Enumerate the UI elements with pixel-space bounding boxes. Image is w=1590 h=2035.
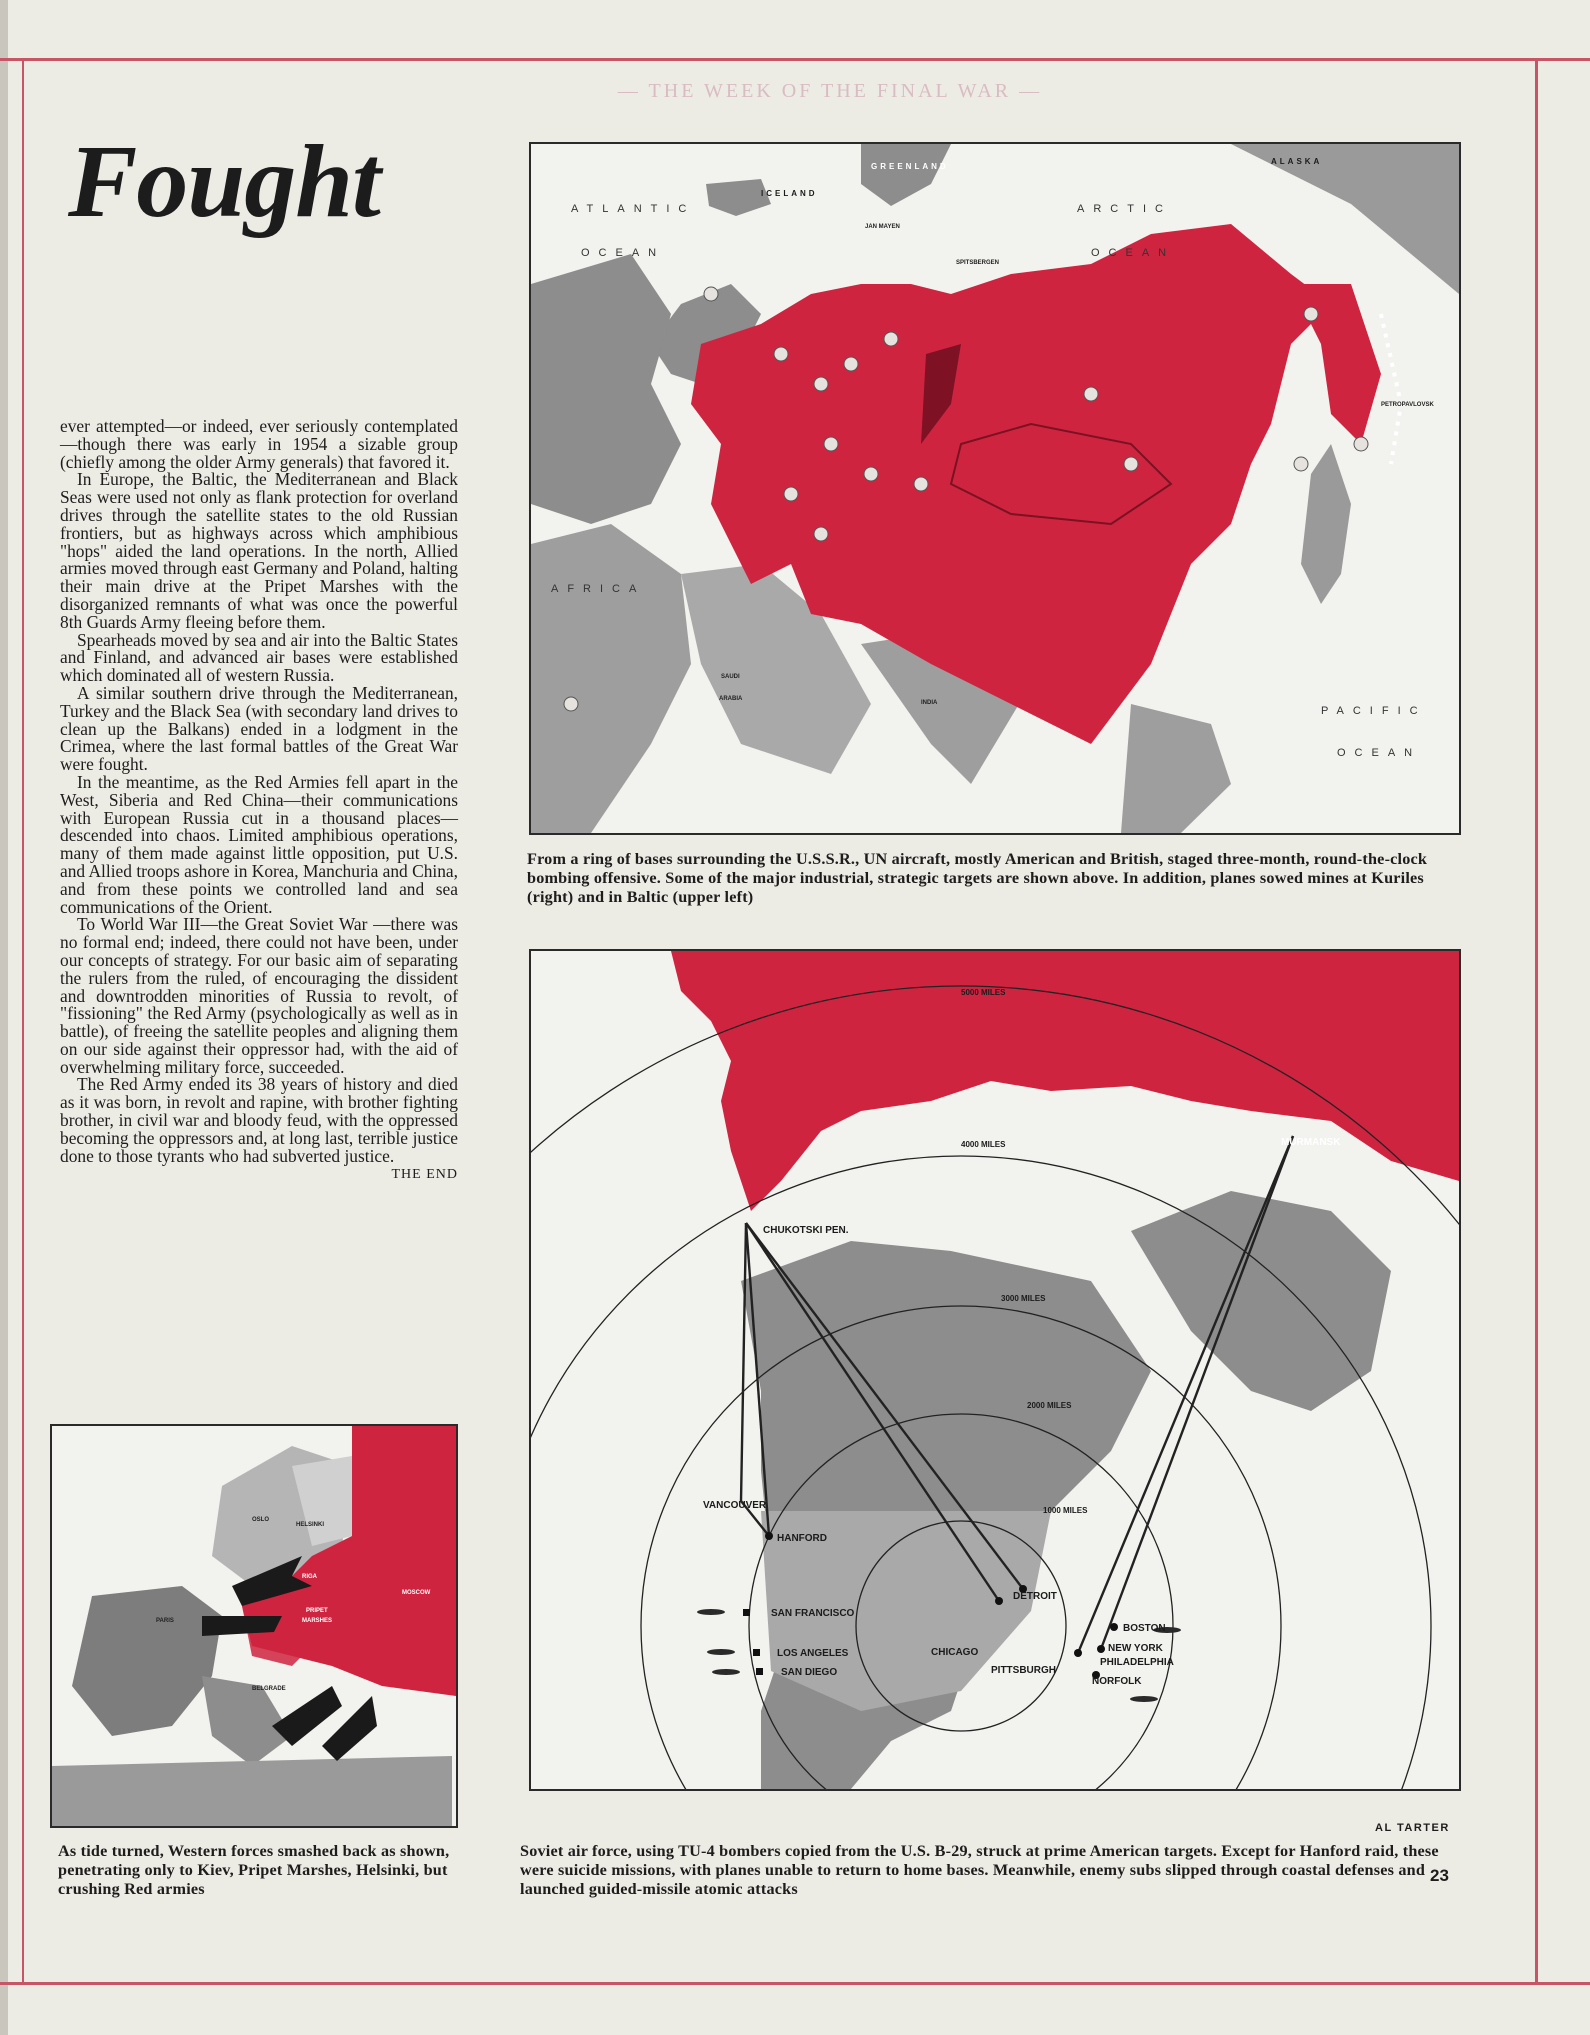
map-label-belgrade: BELGRADE <box>252 1686 286 1692</box>
map-label-africa: AFRICA <box>551 583 646 595</box>
map-label-petropavlovsk: PETROPAVLOVSK <box>1381 402 1434 408</box>
page-gutter <box>0 0 8 2035</box>
map-label-alaska: ALASKA <box>1271 157 1323 166</box>
submarine-icon <box>697 1609 725 1615</box>
target-marker <box>1124 457 1138 471</box>
target-marker <box>844 357 858 371</box>
map-credit: AL TARTER <box>1375 1822 1450 1834</box>
map-label-jan-mayen: JAN MAYEN <box>865 224 900 230</box>
target-marker <box>814 527 828 541</box>
city-dot <box>756 1668 763 1675</box>
map-label-helsinki: HELSINKI <box>296 1522 325 1528</box>
paragraph: Spearheads moved by sea and air into the Baltic States and Finland, and advanced air bases were established which dominated all of western Russia. <box>60 629 458 686</box>
right-border-rule <box>1535 58 1538 1985</box>
map-label-atlantic-ocean: OCEAN <box>581 247 666 259</box>
target-marker <box>914 477 928 491</box>
city-label-boston: BOSTON <box>1123 1623 1166 1634</box>
ussr-bombing-map <box>529 142 1461 835</box>
city-dot <box>753 1649 760 1656</box>
map-label-india: INDIA <box>921 700 938 706</box>
city-label-hanford: HANFORD <box>777 1533 827 1544</box>
city-dot <box>743 1609 750 1616</box>
map-label-oslo: OSLO <box>252 1517 270 1523</box>
paragraph-final-text: The Red Army ended its 38 years of history and died as it was born, in revolt and rapine, with brother fighting brother, in civil war and bloody feud, with the oppressed becoming the oppressors and, at long last, terrible justice done to those tyrants who had subverted justice. <box>60 1074 458 1166</box>
target-marker <box>784 487 798 501</box>
map-label-pacific-ocean: OCEAN <box>1337 747 1422 759</box>
article-title: Fought <box>68 124 380 239</box>
europe-map-caption: As tide turned, Western forces smashed back as shown, penetrating only to Kiev, Pripet Marshes, Helsinki, but crushing Red armies <box>58 1842 450 1898</box>
map-label-marshes: MARSHES <box>302 1618 333 1624</box>
map-label-arctic-ocean: OCEAN <box>1091 247 1176 259</box>
europe-counterattack-map <box>50 1424 458 1828</box>
north-africa-gray <box>52 1756 452 1826</box>
ring-label-3000: 3000 MILES <box>1001 1294 1046 1303</box>
city-label-new-york: NEW YORK <box>1108 1643 1163 1654</box>
submarine-icon <box>707 1649 735 1655</box>
paragraph: To World War III—the Great Soviet War —there was no formal end; indeed, there could not have been, under our concepts of strategy. For our basic aim of separating the rulers from the ruled, of encouraging the dissident and downtrodden minorities of Russia to revolt, of "fissioning" the Red Army (psychologically as well as in battle), of freeing the satellite peoples and aligning them on our side against their oppressor had, with the aid of overwhelming military force, succeeded. <box>60 914 458 1077</box>
ring-label-5000: 5000 MILES <box>961 988 1006 997</box>
target-marker <box>1304 307 1318 321</box>
the-end-mark: THE END <box>391 1167 458 1183</box>
target-marker <box>864 467 878 481</box>
map-label-arabia: ARABIA <box>719 696 743 702</box>
city-label-vancouver: VANCOUVER <box>703 1500 767 1511</box>
paragraph-final <box>60 1074 458 1183</box>
city-label-detroit: DETROIT <box>1013 1591 1057 1602</box>
city-label-san-diego: SAN DIEGO <box>781 1667 838 1678</box>
submarine-icon <box>712 1669 740 1675</box>
map-label-paris: PARIS <box>156 1618 174 1624</box>
paragraph: In Europe, the Baltic, the Mediterranean and Black Seas were used not only as flank protection for overland drives through the satellite states to the old Russian frontiers, but as highways across which amphibious "hops" aided the land operations. In the north, Allied armies moved through east Germany and Poland, halting their main drive at the Pripet Marshes with the disorganized remnants of what was once the powerful 8th Guards Army fleeing before them. <box>60 469 458 632</box>
city-label-murmansk: MURMANSK <box>1281 1137 1341 1148</box>
city-label-pittsburgh: PITTSBURGH <box>991 1665 1056 1676</box>
bottom-border-rule <box>0 1982 1590 1985</box>
target-marker <box>704 287 718 301</box>
map-label-pacific: PACIFIC <box>1321 705 1427 717</box>
map-label-riga: RIGA <box>302 1574 317 1580</box>
submarine-icon <box>1130 1696 1158 1702</box>
map-label-arctic: ARCTIC <box>1077 203 1172 215</box>
paragraph: A similar southern drive through the Mediterranean, Turkey and the Black Sea (with secondary land drives to clean up the Balkans) ended in a lodgment in the Crimea, where the last formal battles of the Great War were fought. <box>60 682 458 775</box>
map-label-pripet: PRIPET <box>306 1608 328 1614</box>
city-label-norfolk: NORFOLK <box>1092 1676 1142 1687</box>
city-label-chukotski: CHUKOTSKI PEN. <box>763 1225 849 1236</box>
city-dot <box>1097 1645 1105 1653</box>
target-marker <box>1084 387 1098 401</box>
paragraph: ever attempted—or indeed, ever seriously contemplated—though there was early in 1954 a sizable group (chiefly among the older Army generals) that favored it. <box>60 416 458 472</box>
ring-label-1000: 1000 MILES <box>1043 1506 1088 1515</box>
target-marker <box>1294 457 1308 471</box>
map-label-moscow: MOSCOW <box>402 1590 431 1596</box>
target-marker <box>1354 437 1368 451</box>
target-marker <box>824 437 838 451</box>
left-margin-rule <box>22 58 24 1985</box>
target-marker <box>814 377 828 391</box>
target-marker <box>774 347 788 361</box>
target-marker <box>564 697 578 711</box>
city-label-san-francisco: SAN FRANCISCO <box>771 1608 855 1619</box>
map-label-saudi: SAUDI <box>721 674 740 680</box>
article-body <box>60 418 458 1184</box>
map-label-iceland: ICELAND <box>761 189 818 198</box>
ussr-map-caption: From a ring of bases surrounding the U.S.S.R., UN aircraft, mostly American and British, staged three-month, round-the-clock bombing offensive. Some of the major industrial, strategic targets are shown above. In addition, planes sowed mines at Kuriles (right) and in Baltic (upper left) <box>527 850 1428 906</box>
map-label-greenland: GREENLAND <box>871 162 949 171</box>
city-label-philadelphia: PHILADELPHIA <box>1100 1657 1174 1668</box>
ring-label-2000: 2000 MILES <box>1027 1401 1072 1410</box>
city-dot <box>1110 1623 1118 1631</box>
city-dot <box>765 1532 773 1540</box>
city-dot <box>995 1597 1003 1605</box>
page-number: 23 <box>1430 1866 1449 1885</box>
map-label-spitsbergen: SPITSBERGEN <box>956 260 1000 266</box>
ring-label-4000: 4000 MILES <box>961 1140 1006 1149</box>
map-label-atlantic: ATLANTIC <box>571 203 696 215</box>
city-label-los-angeles: LOS ANGELES <box>777 1648 849 1659</box>
running-header: — THE WEEK OF THE FINAL WAR — <box>617 80 1043 102</box>
top-border-rule <box>0 58 1590 61</box>
city-label-chicago: CHICAGO <box>931 1647 979 1658</box>
city-dot <box>1074 1649 1082 1657</box>
target-marker <box>884 332 898 346</box>
air-raid-map-caption: Soviet air force, using TU-4 bombers copied from the U.S. B-29, struck at prime American targets. Except for Hanford raid, these were suicide missions, with planes unable to return to home bases. Meanwhile, enemy subs slipped through coastal defenses and launched guided-missile atomic attacks <box>520 1842 1439 1898</box>
paragraph: In the meantime, as the Red Armies fell apart in the West, Siberia and Red China—their communications with European Russia cut in a thousand places—descended into chaos. Limited amphibious operations, many of them made against little opposition, put U.S. and Allied troops ashore in Korea, Manchuria and China, and from these points we controlled land and sea communications of the Orient. <box>60 771 458 917</box>
soviet-air-raid-map <box>529 949 1461 1791</box>
